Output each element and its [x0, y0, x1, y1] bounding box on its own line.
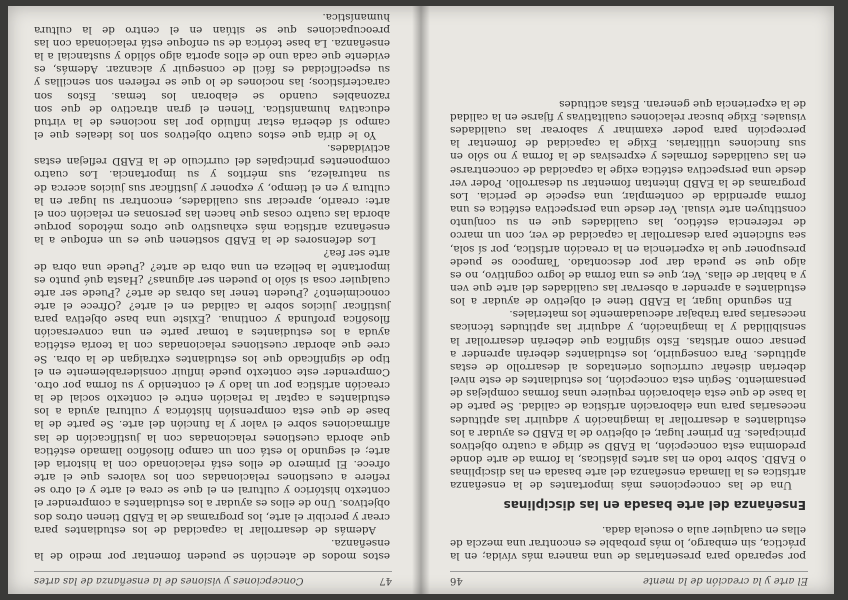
left-opening-paragraph: por separado para presentarlas de una manera más vívida; en la práctica, sin embargo, lo más probable es encontrar una mezcla de ellas en cualquier aula o escuela dada. — [450, 523, 806, 562]
right-body-text — [34, 9, 390, 562]
right-paragraph-2: Además de desarrollar la capacidad de los estudiantes para crear y percibir el arte, los programas de la EABD tienen otros dos objetivos. Uno de ellos es ayudar a los estudiantes a comprender el contexto histórico y cultural en el que se crea el arte y el otro se refiere a cuestiones relacionadas con los valores que el arte ofrece. El primero de ellos está relacionado con la historia del arte; el segundo lo está con un campo filosófico llamado estética que aborda cuestiones relacionadas con la justificación de las afirmaciones sobre el valor y la función del arte. Se parte de la base de que esta comprensión histórica y cultural ayuda a los estudiantes a captar la relación entre el contexto social de la creación artística por un lado y el contenido y su forma por otro. Comprender este contexto puede influir considerablemente en el tipo de significado que los estudiantes extraigan de la obra. Se cree que abordar cuestiones relacionadas con la teoría estética ayuda a los estudiantes a tomar parte en una conversación filosófica profunda y continua. ¿Existe una base objetiva para justificar juicios sobre la calidad en el arte? ¿Ofrece el arte conocimiento? ¿Pueden tener las obras de arte? ¿Puede ser arte cualquier cosa si sólo lo pueden ser algunas? ¿Hasta qué punto es importante la belleza en una obra de arte? ¿Puede una obra de arte ser fea? — [34, 247, 390, 536]
right-running-head — [34, 571, 392, 586]
right-paragraph-4: Yo le diría que estos cuatro objetivos son los ideales que el campo sí debería estar influido por las nociones de la virtud educativa humanística. Tienen el gran atractivo de que son razonables cuando se elaboran los temas. Estos son característicos; las nociones de lo que se refieren son sencillas y su especificidad es fácil de conseguir y alcanzar. Además, es evidente que cada uno de ellos aporta algo sólido y sustancial a la enseñanza. La base teórica de su enfoque está relacionada con las preocupaciones que se sitúan en el centro de la cultura humanística. — [34, 10, 390, 141]
left-running-head — [450, 571, 808, 586]
section-heading: Enseñanza del arte basada en las disciplinas — [503, 497, 806, 512]
right-running-head-title: Concepciones y visiones de la enseñanza de las artes — [34, 575, 304, 586]
left-paragraph-1: Una de las concepciones más importantes de la enseñanza artística es la llamada enseñanza del arte basada en las disciplinas o EABD. Sobre todo en las artes plásticas, la forma de arte donde predomina esta concepción, la EABD se dirige a cuatro objetivos principales. En primer lugar, el objetivo de la EABD es ayudar a los estudiantes a desarrollar la imaginación y adquirir las aptitudes necesarias para una elaboración artística de calidad. Se parte de la base de que esta elaboración requiere unas formas complejas de pensamiento. Según esta concepción, los estudiantes de este nivel deberían diseñar currículos orientados al desarrollo de estas aptitudes. Para conseguirlo, los estudiantes deberán aprender a pensar como artistas. Esto significa que deberán desarrollar la sensibilidad y la imaginación, y adquirir las aptitudes técnicas necesarias para trabajar adecuadamente los materiales. — [450, 308, 806, 492]
right-page — [8, 6, 418, 594]
right-paragraph-1: estos modos de atención se pueden fomentar por medio de la enseñanza. — [34, 536, 390, 562]
scanned-book-spread — [8, 6, 834, 594]
right-page-number: 47 — [379, 575, 392, 586]
left-running-head-title: El arte y la creación de la mente — [642, 575, 808, 586]
left-body-text — [450, 97, 806, 562]
left-paragraph-2: En segundo lugar, la EABD tiene el objetivo de ayudar a los estudiantes a aprender a observar las cualidades del arte que ven y a hablar de ellas. Ver, que es una forma de logro cognitivo, no es algo que se pueda dar por descontado. Tampoco se puede presuponer que la experiencia en la creación artística, por sí sola, sea suficiente para desarrollar la capacidad de ver, con un marco de referencia estético, las cualidades que en su conjunto constituyen arte visual. Ver desde una perspectiva estética es una forma aprendida de contemplar, una especie de pericia. Los programas de la EABD intentan fomentar su desarrollo. Poder ver desde una perspectiva estética exige la capacidad de concentrarse en las cualidades formales y expresivas de la forma y no sólo en sus funciones utilitarias. Exige la capacidad de fomentar la percepción para poder examinar y saborear las cualidades visuales. Exige buscar relaciones cualitativas y fijarse en la calidad de la experiencia que generan. Estas actitudes — [450, 97, 806, 308]
right-paragraph-3: Los defensores de la EABD sostienen que es un enfoque a la enseñanza artística más exhaustivo que otros métodos porque aborda las cuatro cosas que hacen las personas en relación con el arte: crearlo, apreciar sus cualidades, encontrar su lugar en la cultura y en el tiempo, y exponer y justificar sus juicios acerca de su naturaleza, sus méritos y su importancia. Los cuatro componentes principales del currículo de la EABD reflejan estas actividades. — [34, 142, 390, 247]
left-page-number: 46 — [450, 575, 463, 586]
left-page — [424, 6, 834, 594]
